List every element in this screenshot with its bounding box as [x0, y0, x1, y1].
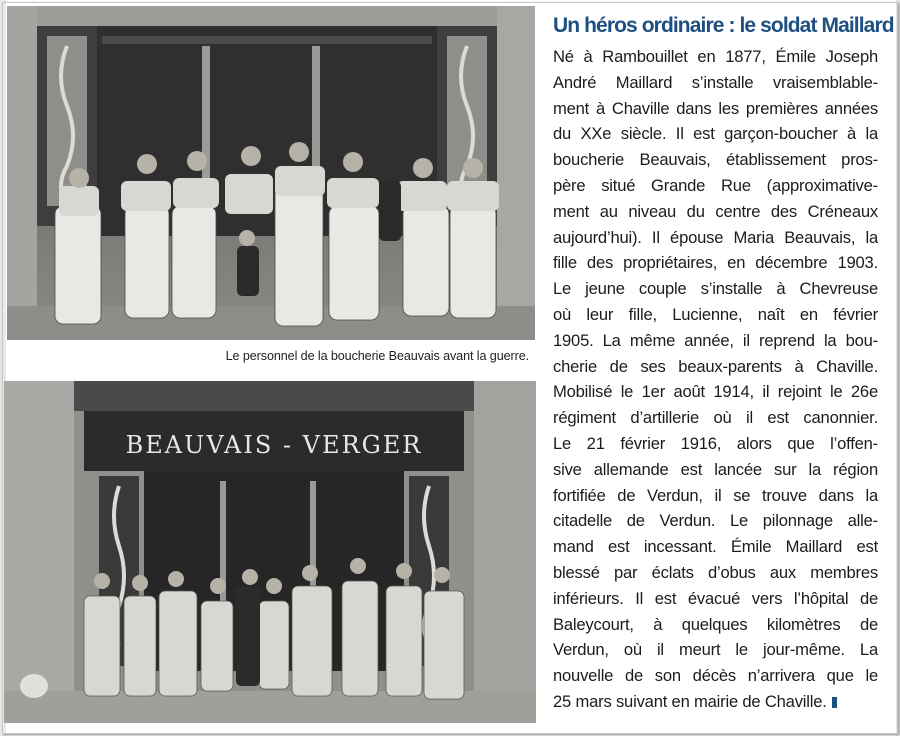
article-line: régiment d’artillerie où il est canonnier. — [553, 408, 878, 428]
article-line: père situé Grande Rue (approximative- — [553, 176, 878, 195]
article-line: inférieurs. Il est évacué vers l’hôpital de — [553, 588, 878, 608]
article-line: Né à Rambouillet en 1877, Émile Joseph — [553, 47, 878, 66]
article-line: Le 21 février 1916, alors que l’offen- — [553, 434, 878, 453]
article-line: blessé par éclats d’obus aux membres — [553, 563, 878, 582]
article-line: Mobilisé le 1er août 1914, il rejoint le 26e — [553, 382, 878, 402]
photo-shop-front — [4, 381, 536, 723]
article-line: où leur fille, Lucienne, naît en février — [553, 305, 878, 324]
article-end-mark — [832, 697, 837, 708]
article-line: 25 mars suivant en mairie de Chaville. — [553, 691, 878, 712]
photo-staff-illustration — [7, 6, 535, 340]
article-line: du XXe siècle. Il est garçon-boucher à la — [553, 124, 878, 144]
article-line: Verdun, où il meurt le jour-même. La — [553, 640, 878, 660]
article-line: aujourd’hui). Il épouse Maria Beauvais, la — [553, 227, 878, 247]
article-line: nouvelle de son décès n’arrivera que le — [553, 666, 878, 686]
article-line: ment au niveau du centre des Créneaux — [553, 201, 878, 221]
article-line: mand est incessant. Émile Maillard est — [553, 537, 878, 557]
article-line: sive allemande est lancée sur la région — [553, 459, 878, 479]
article-line: André Maillard s’installe vraisemblable- — [553, 72, 878, 92]
article-line: fille des propriétaires, en décembre 1903. — [553, 253, 878, 273]
article-line: boucherie Beauvais, établissement pros- — [553, 150, 878, 170]
photo-staff-before-war — [7, 6, 535, 340]
photo-caption-box — [7, 340, 535, 376]
article-line: Baleycourt, à quelques kilomètres de — [553, 614, 878, 634]
photo-shop-illustration — [4, 381, 536, 723]
article-line: cherie de ses beaux-parents à Chaville. — [553, 356, 878, 376]
article-title: Un héros ordinaire : le soldat Maillard — [553, 14, 894, 37]
article-line: fortifiée de Verdun, il se trouve dans la — [553, 485, 878, 505]
article-column — [541, 8, 894, 732]
article-line: ment à Chaville dans les premières années — [553, 98, 878, 118]
article-line: 1905. La même année, il reprend la bou- — [553, 330, 878, 350]
article-line: citadelle de Verdun. Le pilonnage alle- — [553, 511, 878, 531]
article-line: Le jeune couple s’installe à Chevreuse — [553, 279, 878, 299]
photo-caption: Le personnel de la boucherie Beauvais avant la guerre. — [225, 349, 529, 363]
shop-sign-text: BEAUVAIS - VERGER — [125, 431, 423, 459]
